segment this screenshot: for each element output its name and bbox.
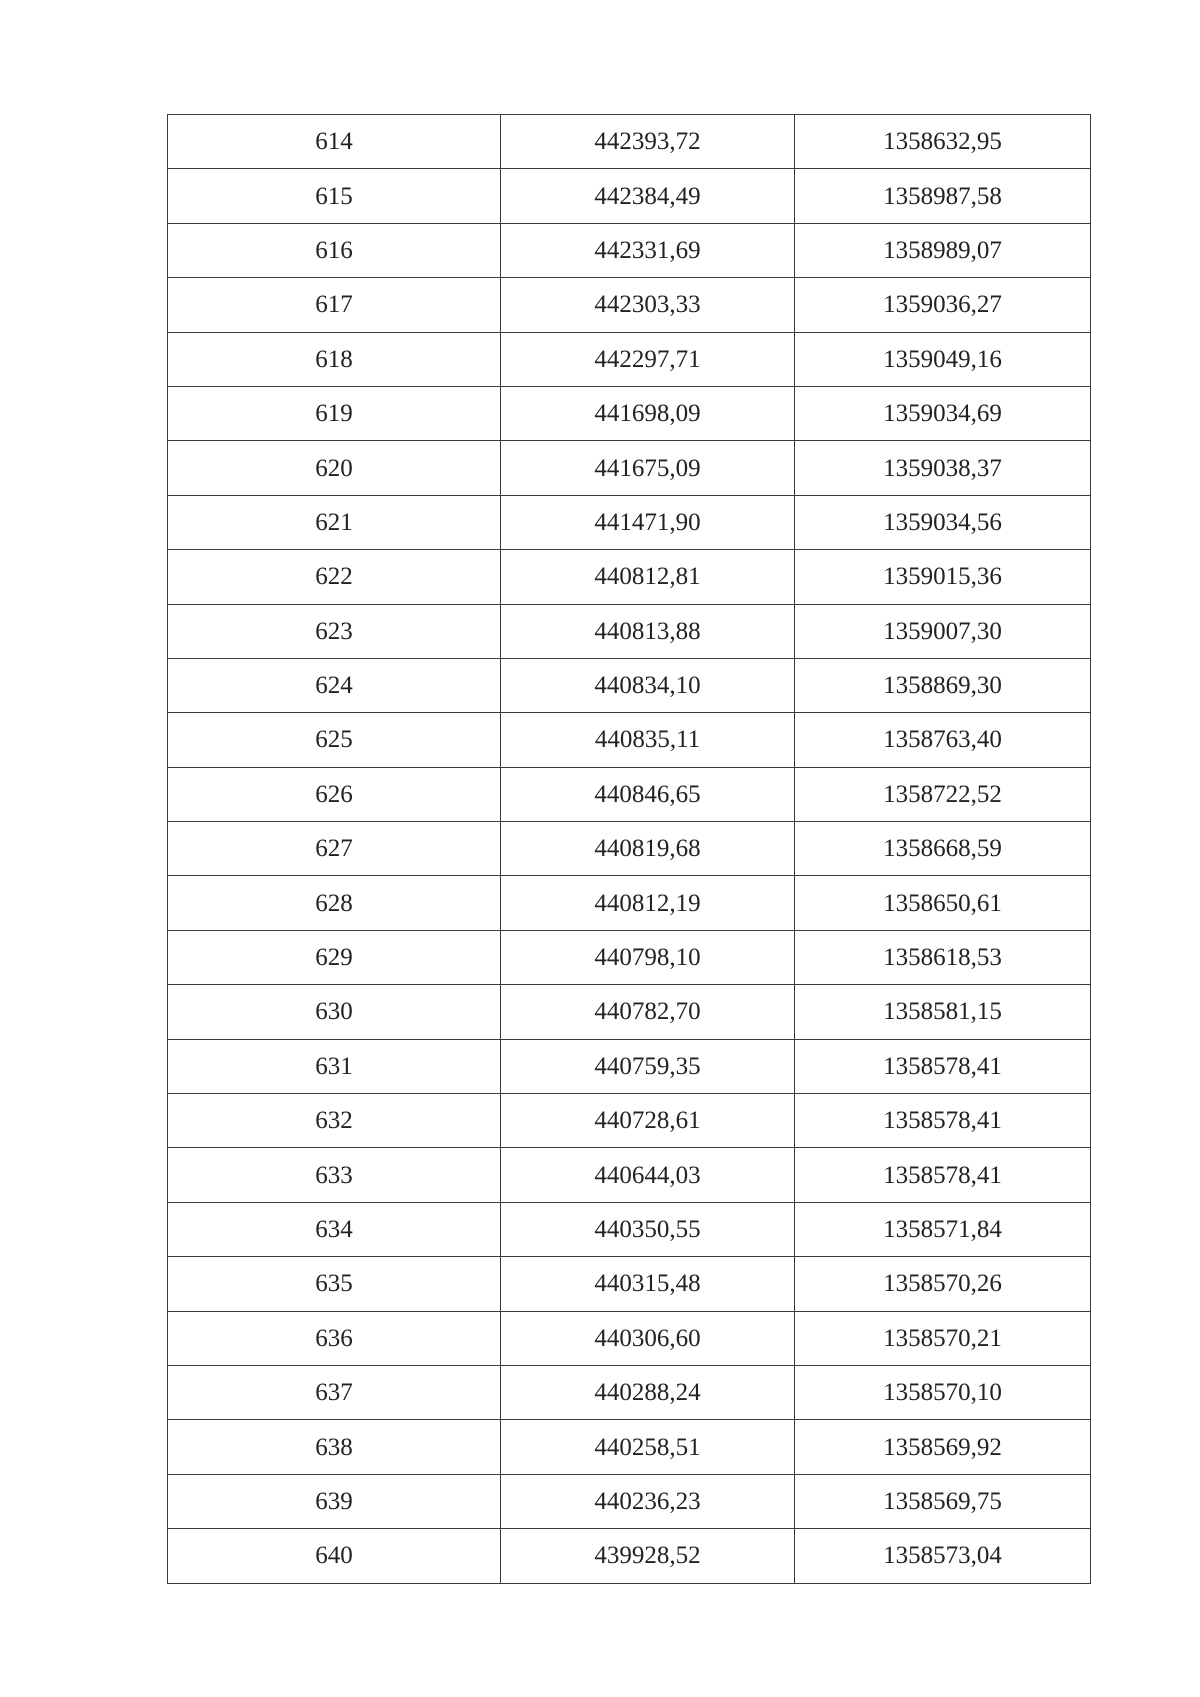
y-coordinate-cell: 1358668,59	[795, 822, 1091, 876]
x-coordinate-cell: 440834,10	[501, 658, 795, 712]
table-row	[168, 278, 1091, 332]
point-number-cell: 615	[168, 169, 501, 223]
x-coordinate-cell: 440759,35	[501, 1039, 795, 1093]
y-coordinate-cell: 1358578,41	[795, 1094, 1091, 1148]
table-row	[168, 332, 1091, 386]
point-number-cell: 621	[168, 495, 501, 549]
x-coordinate-cell: 440644,03	[501, 1148, 795, 1202]
point-number-cell: 632	[168, 1094, 501, 1148]
x-coordinate-cell: 440813,88	[501, 604, 795, 658]
x-coordinate-cell: 440798,10	[501, 930, 795, 984]
point-number-cell: 640	[168, 1529, 501, 1583]
point-number-cell: 633	[168, 1148, 501, 1202]
y-coordinate-cell: 1358650,61	[795, 876, 1091, 930]
point-number-cell: 627	[168, 822, 501, 876]
x-coordinate-cell: 442297,71	[501, 332, 795, 386]
point-number-cell: 638	[168, 1420, 501, 1474]
table-body	[168, 115, 1091, 1584]
x-coordinate-cell: 440258,51	[501, 1420, 795, 1474]
point-number-cell: 634	[168, 1202, 501, 1256]
y-coordinate-cell: 1358569,75	[795, 1474, 1091, 1528]
y-coordinate-cell: 1359049,16	[795, 332, 1091, 386]
x-coordinate-cell: 440835,11	[501, 713, 795, 767]
x-coordinate-cell: 440288,24	[501, 1365, 795, 1419]
table-row	[168, 1529, 1091, 1583]
point-number-cell: 631	[168, 1039, 501, 1093]
y-coordinate-cell: 1358578,41	[795, 1039, 1091, 1093]
table-row	[168, 223, 1091, 277]
x-coordinate-cell: 440236,23	[501, 1474, 795, 1528]
table-row	[168, 495, 1091, 549]
y-coordinate-cell: 1359034,69	[795, 386, 1091, 440]
x-coordinate-cell: 440812,81	[501, 550, 795, 604]
point-number-cell: 623	[168, 604, 501, 658]
point-number-cell: 639	[168, 1474, 501, 1528]
y-coordinate-cell: 1358570,10	[795, 1365, 1091, 1419]
point-number-cell: 628	[168, 876, 501, 930]
y-coordinate-cell: 1359036,27	[795, 278, 1091, 332]
point-number-cell: 637	[168, 1365, 501, 1419]
x-coordinate-cell: 441698,09	[501, 386, 795, 440]
table-row	[168, 1474, 1091, 1528]
table-row	[168, 115, 1091, 169]
table-row	[168, 1365, 1091, 1419]
y-coordinate-cell: 1358618,53	[795, 930, 1091, 984]
y-coordinate-cell: 1358578,41	[795, 1148, 1091, 1202]
x-coordinate-cell: 441471,90	[501, 495, 795, 549]
table-row	[168, 876, 1091, 930]
table-row	[168, 767, 1091, 821]
point-number-cell: 614	[168, 115, 501, 169]
point-number-cell: 625	[168, 713, 501, 767]
point-number-cell: 618	[168, 332, 501, 386]
x-coordinate-cell: 439928,52	[501, 1529, 795, 1583]
point-number-cell: 630	[168, 985, 501, 1039]
table-row	[168, 1148, 1091, 1202]
table-row	[168, 1039, 1091, 1093]
table-row	[168, 1257, 1091, 1311]
y-coordinate-cell: 1358763,40	[795, 713, 1091, 767]
table-row	[168, 550, 1091, 604]
table-row	[168, 658, 1091, 712]
point-number-cell: 620	[168, 441, 501, 495]
table-row	[168, 386, 1091, 440]
y-coordinate-cell: 1358581,15	[795, 985, 1091, 1039]
y-coordinate-cell: 1358573,04	[795, 1529, 1091, 1583]
x-coordinate-cell: 440782,70	[501, 985, 795, 1039]
y-coordinate-cell: 1358987,58	[795, 169, 1091, 223]
table-row	[168, 604, 1091, 658]
y-coordinate-cell: 1358989,07	[795, 223, 1091, 277]
x-coordinate-cell: 440350,55	[501, 1202, 795, 1256]
y-coordinate-cell: 1358632,95	[795, 115, 1091, 169]
table-row	[168, 985, 1091, 1039]
point-number-cell: 616	[168, 223, 501, 277]
table-row	[168, 441, 1091, 495]
point-number-cell: 624	[168, 658, 501, 712]
point-number-cell: 622	[168, 550, 501, 604]
x-coordinate-cell: 440728,61	[501, 1094, 795, 1148]
point-number-cell: 629	[168, 930, 501, 984]
x-coordinate-cell: 440846,65	[501, 767, 795, 821]
y-coordinate-cell: 1358569,92	[795, 1420, 1091, 1474]
y-coordinate-cell: 1358722,52	[795, 767, 1091, 821]
point-number-cell: 617	[168, 278, 501, 332]
x-coordinate-cell: 440306,60	[501, 1311, 795, 1365]
table-row	[168, 713, 1091, 767]
x-coordinate-cell: 442393,72	[501, 115, 795, 169]
table-row	[168, 1094, 1091, 1148]
table-row	[168, 1202, 1091, 1256]
y-coordinate-cell: 1359007,30	[795, 604, 1091, 658]
y-coordinate-cell: 1359015,36	[795, 550, 1091, 604]
x-coordinate-cell: 442384,49	[501, 169, 795, 223]
point-number-cell: 619	[168, 386, 501, 440]
y-coordinate-cell: 1358570,21	[795, 1311, 1091, 1365]
table-row	[168, 822, 1091, 876]
table-row	[168, 1420, 1091, 1474]
coordinates-table	[167, 114, 1091, 1584]
x-coordinate-cell: 440315,48	[501, 1257, 795, 1311]
y-coordinate-cell: 1358571,84	[795, 1202, 1091, 1256]
y-coordinate-cell: 1359038,37	[795, 441, 1091, 495]
point-number-cell: 626	[168, 767, 501, 821]
x-coordinate-cell: 441675,09	[501, 441, 795, 495]
point-number-cell: 636	[168, 1311, 501, 1365]
table-row	[168, 930, 1091, 984]
y-coordinate-cell: 1359034,56	[795, 495, 1091, 549]
point-number-cell: 635	[168, 1257, 501, 1311]
table-row	[168, 169, 1091, 223]
y-coordinate-cell: 1358570,26	[795, 1257, 1091, 1311]
x-coordinate-cell: 442331,69	[501, 223, 795, 277]
table-row	[168, 1311, 1091, 1365]
x-coordinate-cell: 440812,19	[501, 876, 795, 930]
x-coordinate-cell: 442303,33	[501, 278, 795, 332]
y-coordinate-cell: 1358869,30	[795, 658, 1091, 712]
x-coordinate-cell: 440819,68	[501, 822, 795, 876]
